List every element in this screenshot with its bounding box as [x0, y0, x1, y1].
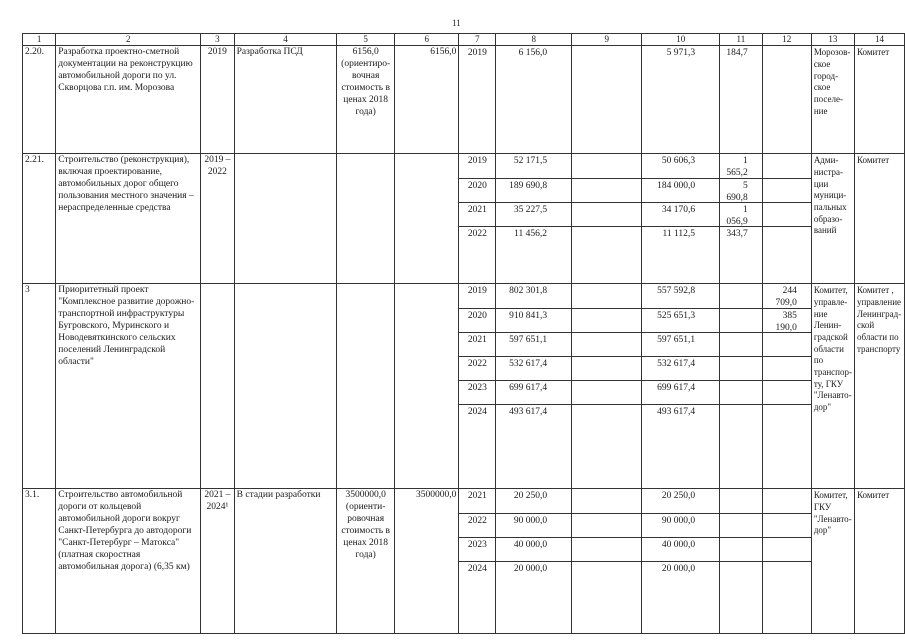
col10-cell: 50 606,3	[661, 156, 696, 167]
col9-cell	[572, 513, 641, 537]
total-cell-column	[496, 154, 572, 284]
executor: Комитет, управле-ние Ленин-градской области по транспор-ту, ГКУ "Ленавто-дор"	[811, 284, 854, 489]
col9-cell	[572, 489, 641, 513]
year-cell: 2021	[459, 332, 495, 356]
total-cell: 699 617,4	[496, 380, 571, 404]
col12-cell-column	[762, 284, 811, 489]
total-cell: 20 250,0	[513, 491, 548, 502]
col9-cell	[572, 178, 641, 202]
col11-cell	[720, 404, 762, 428]
measure-name: Строительство автомобильной дороги от кольцевой автомобильной дороги вокруг Санкт-Петербурга до автодороги "Санкт-Петербург – Матокса" (платная скоростная автомобильная дорога) (6,35 км)	[56, 489, 201, 634]
year-cell: 2021	[459, 202, 495, 226]
col10-cell: 493 617,4	[642, 404, 719, 428]
col9-cell	[572, 356, 641, 380]
col10-cell: 90 000,0	[642, 513, 719, 537]
column-header-8: 8	[496, 34, 572, 46]
col11-cell	[720, 284, 762, 308]
total-cell: 802 301,8	[509, 286, 548, 297]
col12-cell	[763, 154, 811, 178]
measure-name: Разработка проектно-сметной документации на реконструкцию автомобильной дороги по ул. Скворцова г.п. им. Морозова	[56, 46, 201, 154]
col11-cell: 343,7	[720, 226, 762, 250]
year-cell: 2021	[467, 491, 487, 502]
program-table	[22, 33, 905, 634]
column-header-7: 7	[459, 34, 496, 46]
col12-cell	[763, 46, 811, 70]
total-cell: 20 000,0	[496, 561, 571, 585]
project-stage	[234, 284, 337, 489]
col12-cell	[763, 178, 811, 202]
col9-cell-column	[572, 154, 642, 284]
row-number: 3.1.	[23, 489, 56, 634]
year-cell: 2022	[459, 513, 495, 537]
col11-cell: 1 056,9	[720, 202, 762, 226]
total-cell: 52 171,5	[513, 156, 548, 167]
column-header-2: 2	[56, 34, 201, 46]
estimated-cost: 6156,0 (ориентиро-вочная стоимость в ценах 2018 года)	[337, 46, 395, 154]
col9-cell	[572, 332, 641, 356]
total-cell: 6 156,0	[518, 48, 548, 59]
col12-cell	[763, 404, 811, 428]
col12-cell	[763, 380, 811, 404]
total-cell: 35 227,5	[496, 202, 571, 226]
col9-cell	[572, 154, 641, 178]
total-cell: 910 841,3	[496, 308, 571, 332]
col12-cell	[763, 513, 811, 537]
col11-cell	[720, 513, 762, 537]
total-cell: 90 000,0	[496, 513, 571, 537]
year-cell: 2020	[459, 308, 495, 332]
measure-name: Строительство (реконструкция), включая проектирование, автомобильных дорог общего пользования местного значения – нераспределенные средства	[56, 154, 201, 284]
estimated-cost	[337, 284, 395, 489]
row-number: 2.20.	[23, 46, 56, 154]
column-header-13: 13	[811, 34, 854, 46]
column-header-10: 10	[642, 34, 720, 46]
col9-cell	[572, 226, 641, 250]
col6-value	[394, 154, 458, 284]
table-row	[23, 46, 905, 154]
col10-cell: 184 000,0	[642, 178, 719, 202]
col9-cell-column	[572, 489, 642, 634]
total-cell: 189 690,8	[496, 178, 571, 202]
col12-cell-column	[762, 489, 811, 634]
customer: Комитет	[854, 489, 904, 634]
col11-cell	[720, 308, 762, 332]
executor: Комитет, ГКУ "Ленавто-дор"	[811, 489, 854, 634]
project-stage: Разработка ПСД	[234, 46, 337, 154]
col12-cell-column	[762, 46, 811, 154]
col6-value	[394, 284, 458, 489]
table-row	[23, 154, 905, 284]
column-header-1: 1	[23, 34, 56, 46]
col10-cell: 557 592,8	[657, 286, 696, 297]
total-cell-column	[496, 46, 572, 154]
year-cell-column	[459, 489, 496, 634]
col10-cell: 699 617,4	[642, 380, 719, 404]
col12-cell	[763, 356, 811, 380]
col10-cell: 34 170,6	[642, 202, 719, 226]
col9-cell	[572, 561, 641, 585]
year-cell-column	[459, 284, 496, 489]
col10-cell: 40 000,0	[642, 537, 719, 561]
col11-cell	[720, 332, 762, 356]
col11-cell-column	[720, 489, 763, 634]
year-cell: 2023	[459, 537, 495, 561]
col12-cell	[763, 226, 811, 250]
total-cell-column	[496, 284, 572, 489]
col9-cell	[572, 380, 641, 404]
column-header-9: 9	[572, 34, 642, 46]
col10-cell: 20 000,0	[642, 561, 719, 585]
year-cell-column	[459, 46, 496, 154]
col10-cell: 20 250,0	[661, 491, 696, 502]
total-cell: 493 617,4	[496, 404, 571, 428]
col9-cell	[572, 202, 641, 226]
year-cell: 2019	[467, 286, 487, 297]
col11-cell	[720, 489, 762, 513]
col11-cell	[720, 561, 762, 585]
estimated-cost: 3500000,0 (ориенти-ровочная стоимость в ценах 2018 года)	[337, 489, 395, 634]
col12-cell	[763, 332, 811, 356]
col9-cell-column	[572, 284, 642, 489]
project-stage: В стадии разработки	[234, 489, 337, 634]
row-number: 2.21.	[23, 154, 56, 284]
customer: Комитет	[854, 154, 904, 284]
col10-cell: 532 617,4	[642, 356, 719, 380]
total-cell: 40 000,0	[496, 537, 571, 561]
col11-cell	[720, 537, 762, 561]
col10-cell-column	[642, 284, 720, 489]
year-cell: 2024	[459, 561, 495, 585]
col9-cell	[572, 537, 641, 561]
year-cell: 2019	[467, 156, 487, 167]
customer: Комитет , управление Ленинград-ской области по транспорту	[854, 284, 904, 489]
column-header-11: 11	[720, 34, 763, 46]
col11-cell	[720, 380, 762, 404]
col9-cell	[572, 404, 641, 428]
col10-cell: 5 971,3	[666, 48, 696, 59]
total-cell: 597 651,1	[496, 332, 571, 356]
year-cell: 2022	[459, 226, 495, 250]
year-cell: 2023	[459, 380, 495, 404]
col12-cell: 385 190,0	[763, 308, 811, 332]
project-stage	[234, 154, 337, 284]
column-header-3: 3	[201, 34, 234, 46]
year-cell: 2022	[459, 356, 495, 380]
total-cell: 532 617,4	[496, 356, 571, 380]
estimated-cost	[337, 154, 395, 284]
column-header-14: 14	[854, 34, 904, 46]
column-header-6: 6	[394, 34, 458, 46]
column-header-12: 12	[762, 34, 811, 46]
table-row	[23, 284, 905, 489]
total-cell-column	[496, 489, 572, 634]
col11-cell: 184,7	[726, 48, 748, 59]
implementation-period: 2021 – 2024¹	[201, 489, 234, 634]
col9-cell	[572, 284, 641, 308]
measure-name: Приоритетный проект "Комплексное развитие дорожно-транспортной инфраструктуры Бугровского, Муринского и Новодевяткинского сельских поселений Ленинградской области"	[56, 284, 201, 489]
customer: Комитет	[854, 46, 904, 154]
table-row	[23, 489, 905, 634]
col11-cell-column	[720, 284, 763, 489]
col11-cell: 5 690,8	[720, 178, 762, 202]
implementation-period: 2019 – 2022	[201, 154, 234, 284]
year-cell: 2024	[459, 404, 495, 428]
col9-cell	[572, 308, 641, 332]
col10-cell-column	[642, 154, 720, 284]
col6-value: 6156,0	[394, 46, 458, 154]
total-cell: 11 456,2	[496, 226, 571, 250]
row-number: 3	[23, 284, 56, 489]
col9-cell-column	[572, 46, 642, 154]
col6-value: 3500000,0	[394, 489, 458, 634]
implementation-period	[201, 284, 234, 489]
col10-cell: 525 651,3	[642, 308, 719, 332]
col10-cell-column	[642, 489, 720, 634]
col10-cell: 11 112,5	[642, 226, 719, 250]
col11-cell	[720, 356, 762, 380]
col9-cell	[572, 46, 641, 70]
column-header-5: 5	[337, 34, 395, 46]
col12-cell	[763, 537, 811, 561]
page-number: 11	[452, 18, 461, 28]
header-row	[23, 34, 905, 46]
implementation-period: 2019	[201, 46, 234, 154]
col12-cell	[763, 489, 811, 513]
executor: Морозов-ское город-ское поселе-ние	[811, 46, 854, 154]
col11-cell-column	[720, 154, 763, 284]
col12-cell	[763, 561, 811, 585]
col12-cell	[763, 202, 811, 226]
year-cell: 2019	[467, 48, 487, 59]
col11-cell: 1 565,2	[726, 156, 748, 179]
col10-cell: 597 651,1	[642, 332, 719, 356]
col10-cell-column	[642, 46, 720, 154]
col12-cell: 244 709,0	[775, 286, 797, 309]
col11-cell-column	[720, 46, 763, 154]
year-cell: 2020	[459, 178, 495, 202]
column-header-4: 4	[234, 34, 337, 46]
year-cell-column	[459, 154, 496, 284]
executor: Адми-нистра-ции муници-пальных образо-ваний	[811, 154, 854, 284]
col12-cell-column	[762, 154, 811, 284]
